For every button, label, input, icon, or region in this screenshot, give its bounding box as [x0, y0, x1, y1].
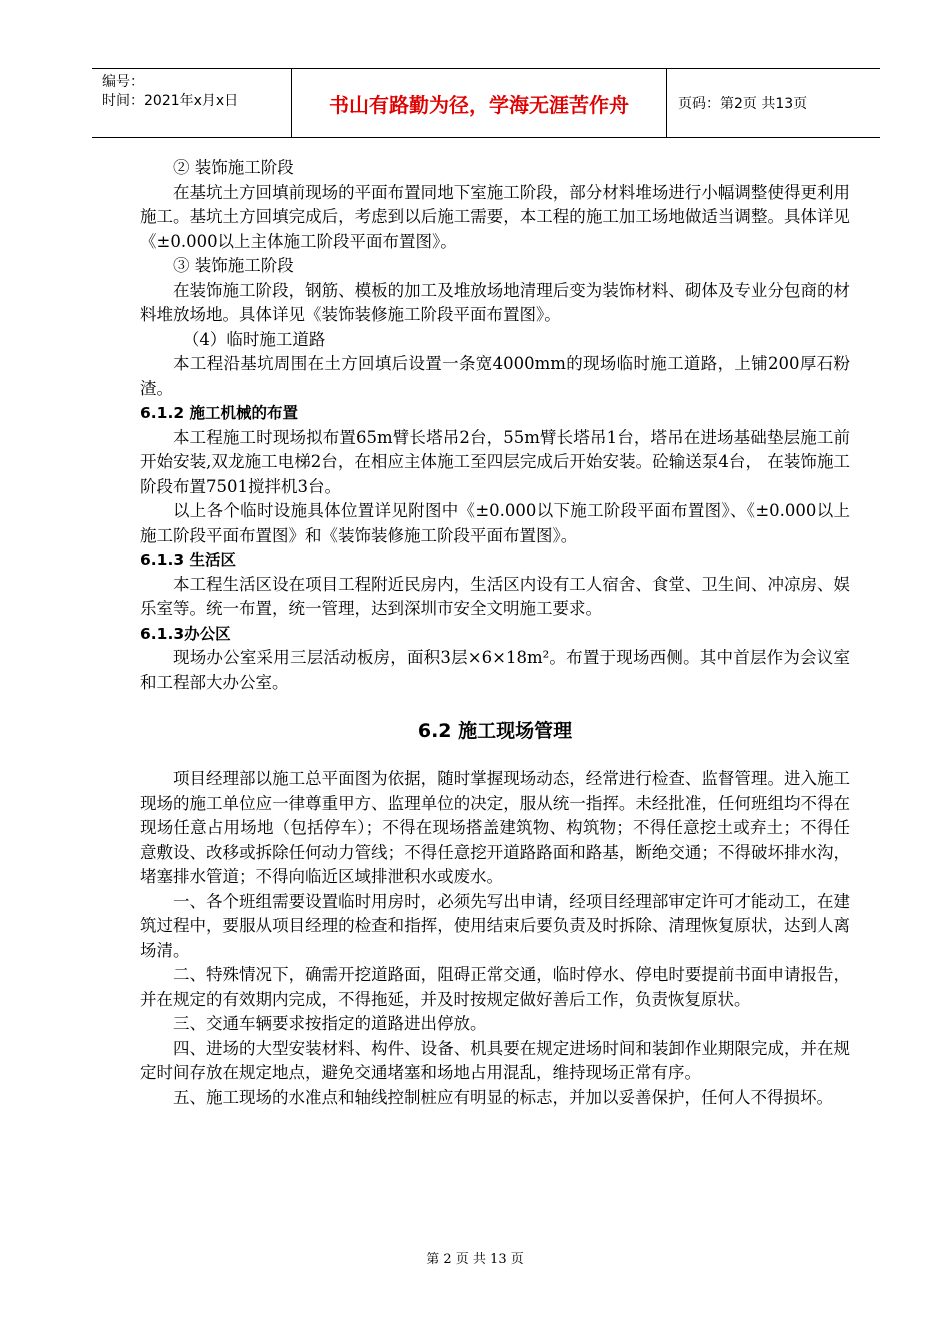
- document-body: [140, 156, 850, 1110]
- paragraph: 一、各个班组需要设置临时用房时，必须先写出申请，经项目经理部审定许可才能动工，在建筑过程中，要服从项目经理的检查和指挥，使用结束后要负责及时拆除、清理恢复原状，达到人离场清。: [140, 891, 850, 960]
- paragraph: 现场办公室采用三层活动板房，面积3层×6×18m²。布置于现场西侧。其中首层作为会议室和工程部大办公室。: [140, 648, 850, 692]
- paragraph: 在装饰施工阶段，钢筋、模板的加工及堆放场地清理后变为装饰材料、砌体及专业分包商的材料堆放场地。具体详见《装饰装修施工阶段平面布置图》。: [140, 280, 850, 324]
- paragraph: 本工程施工时现场拟布置65m臂长塔吊2台，55m臂长塔吊1台，塔吊在进场基础垫层施工前开始安装,双龙施工电梯2台，在相应主体施工至四层完成后开始安装。砼输送泵4台， 在装饰施工阶段布置7501搅拌机3台。: [140, 427, 850, 496]
- page-footer: 第 2 页 共 13 页: [426, 1252, 524, 1267]
- paragraph: ② 装饰施工阶段: [173, 158, 294, 177]
- paragraph: ③ 装饰施工阶段: [173, 256, 294, 275]
- header-page-label: 页码：第2页 共13页: [678, 96, 808, 112]
- document-number-label: 编号：: [102, 74, 144, 90]
- paragraph: 项目经理部以施工总平面图为依据，随时掌握现场动态，经常进行检查、监督管理。进入施工现场的施工单位应一律尊重甲方、监理单位的决定，服从统一指挥。未经批准，任何班组均不得在现场任意占用场地（包括停车）；不得在现场搭盖建筑物、构筑物；不得任意挖土或弃土；不得任意敷设、改移或拆除任何动力管线；不得任意挖开道路路面和路基，断绝交通；不得破坏排水沟，堵塞排水管道；不得向临近区域排泄积水或废水。: [140, 769, 850, 886]
- subsection-heading: 6.1.3 生活区: [140, 551, 237, 569]
- header-info-cell: [92, 69, 292, 137]
- header-motto: 书山有路勤为径，学海无涯苦作舟: [292, 69, 667, 137]
- paragraph: 四、进场的大型安装材料、构件、设备、机具要在规定进场时间和装卸作业期限完成，并在规定时间存放在规定地点，避免交通堵塞和场地占用混乱，维持现场正常有序。: [140, 1038, 850, 1082]
- paragraph: 本工程沿基坑周围在土方回填后设置一条宽4000mm的现场临时施工道路，上铺200厚石粉渣。: [140, 354, 850, 398]
- paragraph: 以上各个临时设施具体位置详见附图中《±0.000以下施工阶段平面布置图》、《±0.000以上施工阶段平面布置图》和《装饰装修施工阶段平面布置图》。: [140, 501, 850, 545]
- paragraph: 本工程生活区设在项目工程附近民房内，生活区内设有工人宿舍、食堂、卫生间、冲凉房、娱乐室等。统一布置，统一管理，达到深圳市安全文明施工要求。: [140, 574, 850, 618]
- subsection-heading: 6.1.3办公区: [140, 624, 231, 643]
- paragraph: 在基坑土方回填前现场的平面布置同地下室施工阶段，部分材料堆场进行小幅调整使得更利用施工。基坑土方回填完成后，考虑到以后施工需要，本工程的施工加工场地做适当调整。具体详见《±0.000以上主体施工阶段平面布置图》。: [140, 182, 850, 251]
- paragraph: 五、施工现场的水准点和轴线控制桩应有明显的标志，并加以妥善保护，任何人不得损坏。: [173, 1087, 833, 1107]
- subsection-heading: 6.1.2 施工机械的布置: [140, 404, 299, 422]
- paragraph: 三、交通车辆要求按指定的道路进出停放。: [173, 1014, 487, 1033]
- page-header: [92, 68, 880, 138]
- document-time-label: 时间：2021年x月x日: [102, 93, 239, 109]
- paragraph: 二、特殊情况下，确需开挖道路面，阻碍正常交通，临时停水、停电时要提前书面申请报告，并在规定的有效期内完成，不得拖延，并及时按规定做好善后工作，负责恢复原状。: [140, 965, 850, 1009]
- paragraph: （4）临时施工道路: [182, 329, 326, 349]
- section-heading: 6.2 施工现场管理: [417, 720, 573, 742]
